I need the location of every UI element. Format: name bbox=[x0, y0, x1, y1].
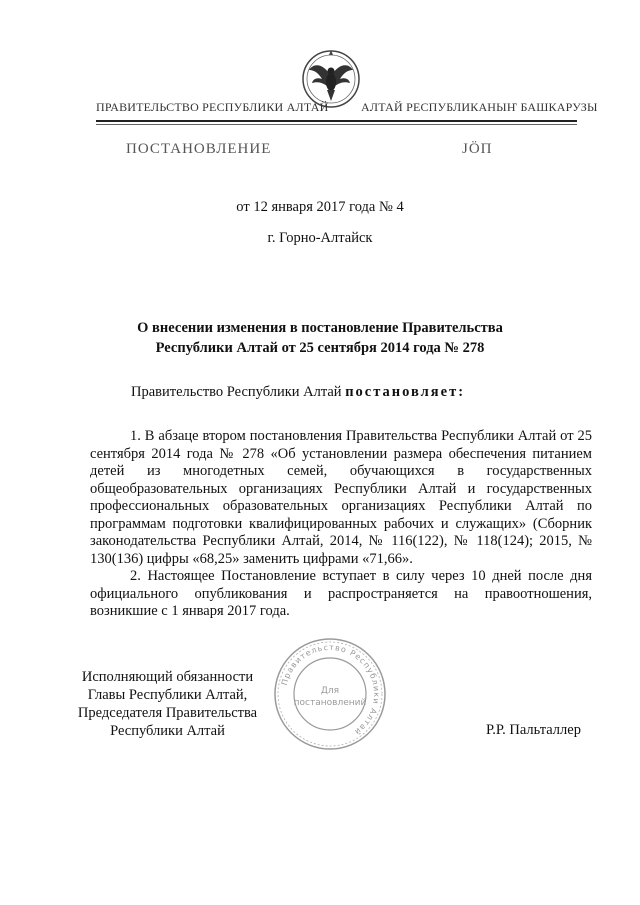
official-stamp bbox=[272, 636, 388, 752]
document-city: г. Горно-Алтайск bbox=[267, 230, 373, 246]
government-title-russian: ПРАВИТЕЛЬСТВО РЕСПУБЛИКИ АЛТАЙ bbox=[96, 100, 329, 114]
document-title-line-1: О внесении изменения в постановление Правительства bbox=[137, 320, 503, 336]
document-title bbox=[120, 318, 520, 358]
document-date: от 12 января 2017 года № 4 bbox=[236, 199, 404, 215]
paragraph-2: 2. Настоящее Постановление вступает в силу через 10 дней после дня официального опубликования и распространяется на правоотношения, возникшие с 1 января 2017 года. bbox=[90, 568, 592, 619]
document-title-line-2: Республики Алтай от 25 сентября 2014 года № 278 bbox=[155, 340, 485, 356]
signatory-line-3: Председателя Правительства bbox=[77, 705, 258, 721]
header-rule-thick bbox=[96, 120, 577, 122]
header-rule-thin bbox=[96, 124, 577, 125]
stamp-ring-text: Правительство Республики Алтай bbox=[279, 642, 382, 737]
signatory-name: Р.Р. Пальталлер bbox=[486, 722, 581, 738]
decree-statement bbox=[131, 384, 465, 401]
signatory-line-4: Республики Алтай bbox=[110, 723, 225, 739]
stamp-center-line-1: Для bbox=[320, 686, 340, 696]
government-title-altai: АЛТАЙ РЕСПУБЛИКАНЫҤ БАШКАРУЗЫ bbox=[361, 100, 598, 114]
document-body bbox=[90, 428, 592, 621]
decree-verb: постановляет: bbox=[345, 384, 466, 400]
signatory-line-1: Исполняющий обязанности bbox=[81, 669, 254, 685]
stamp-center-line-2: постановлений bbox=[293, 698, 367, 708]
signatory-position bbox=[60, 668, 275, 740]
paragraph-1: 1. В абзаце втором постановления Правительства Республики Алтай от 25 сентября 2014 года № 278 «Об установлении размера обеспечения питанием детей из многодетных семей, обучающихся в государственных общеобразовательных организациях Республики Алтай и государственных профессиональных образовательных организациях Республики Алтай по программам подготовки квалифицированных рабочих и служащих» (Сборник законодательства Республики Алтай, 2014, № 116(122), № 118(124); 2015, № 130(136) цифры «68,25» заменить цифрами «71,66». bbox=[90, 428, 592, 567]
signatory-line-2: Главы Республики Алтай, bbox=[87, 687, 248, 703]
document-type-russian: ПОСТАНОВЛЕНИЕ bbox=[126, 141, 272, 157]
decree-prefix: Правительство Республики Алтай bbox=[131, 384, 342, 400]
document-type-altai: JÖП bbox=[462, 141, 493, 157]
